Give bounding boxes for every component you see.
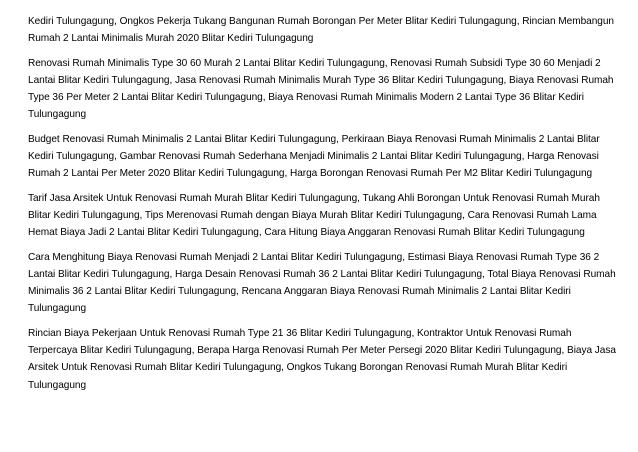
paragraph-6: Rincian Biaya Pekerjaan Untuk Renovasi Rumah Type 21 36 Blitar Kediri Tulungagung, Kontraktor Untuk Renovasi Rumah Terpercaya Blitar Kediri Tulungagung, Berapa Harga Renovasi Rumah Per Meter Persegi 2020 Blitar Kediri Tulungagung, Biaya Jasa Arsitek Untuk Renovasi Rumah Blitar Kediri Tulungagung, Ongkos Tukang Borongan Renovasi Rumah Murah Blitar Kediri Tulungagung: [28, 327, 616, 391]
paragraph-4: Tarif Jasa Arsitek Untuk Renovasi Rumah Murah Blitar Kediri Tulungagung, Tukang Ahli Borongan Untuk Renovasi Rumah Murah Blitar Kediri Tulungagung, Tips Merenovasi Rumah dengan Biaya Murah Blitar Kediri Tulungagung, Cara Renovasi Rumah Lama Hemat Biaya Jadi 2 Lantai Blitar Kediri Tulungagung, Cara Hitung Biaya Anggaran Renovasi Rumah Blitar Kediri Tulungagung: [28, 192, 600, 239]
paragraph-5: Cara Menghitung Biaya Renovasi Rumah Menjadi 2 Lantai Blitar Kediri Tulungagung, Estimasi Biaya Renovasi Rumah Type 36 2 Lantai Blitar Kediri Tulungagung, Harga Desain Renovasi Rumah 36 2 Lantai Blitar Kediri Tulungagung, Total Biaya Renovasi Rumah Minimalis 36 2 Lantai Blitar Kediri Tulungagung, Rencana Anggaran Biaya Renovasi Rumah Minimalis 2 Lantai Blitar Kediri Tulungagung: [28, 251, 616, 315]
paragraph-1: Kediri Tulungagung, Ongkos Pekerja Tukang Bangunan Rumah Borongan Per Meter Blitar Kediri Tulungagung, Rincian Membangun Rumah 2 Lantai Minimalis Murah 2020 Blitar Kediri Tulungagung: [28, 16, 614, 45]
paragraph-2: Renovasi Rumah Minimalis Type 30 60 Murah 2 Lantai Blitar Kediri Tulungagung, Renovasi Rumah Subsidi Type 30 60 Menjadi 2 Lantai Blitar Kediri Tulungagung, Jasa Renovasi Rumah Minimalis Murah Type 36 Blitar Kediri Tulungagung, Biaya Renovasi Rumah Type 36 Per Meter 2 Lantai Blitar Kediri Tulungagung, Biaya Renovasi Rumah Minimalis Modern 2 Lantai Type 36 Blitar Kediri Tulungagung: [28, 57, 614, 121]
paragraph-3: Budget Renovasi Rumah Minimalis 2 Lantai Blitar Kediri Tulungagung, Perkiraan Biaya Renovasi Rumah Minimalis 2 Lantai Blitar Kediri Tulungagung, Gambar Renovasi Rumah Sederhana Menjadi Minimalis 2 Lantai Blitar Kediri Tulungagung, Harga Renovasi Rumah 2 Lantai Per Meter 2020 Blitar Kediri Tulungagung, Harga Borongan Renovasi Rumah Per M2 Blitar Kediri Tulungagung: [28, 133, 600, 180]
